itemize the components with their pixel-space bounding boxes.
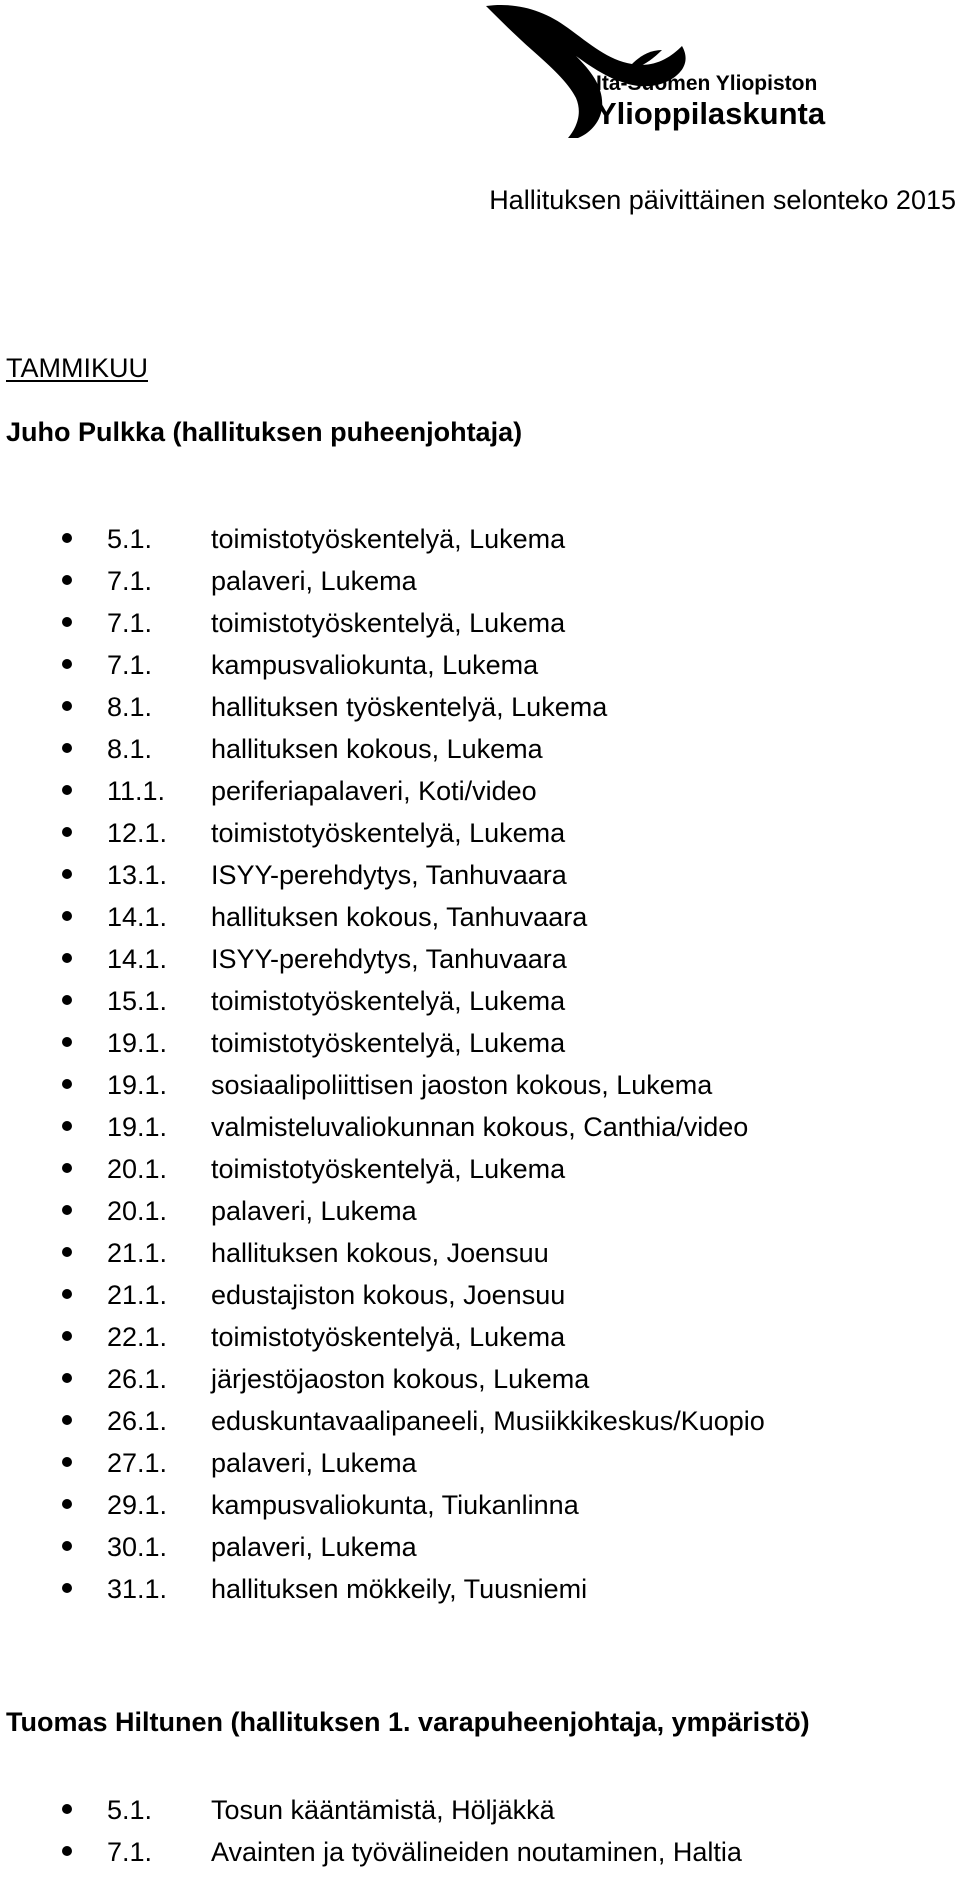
entry-date: 20.1.	[107, 1154, 168, 1184]
entry-description: hallituksen kokous, Lukema	[211, 734, 543, 764]
entry-description: hallituksen mökkeily, Tuusniemi	[211, 1574, 588, 1604]
bullet-icon	[62, 1331, 72, 1341]
entry-description: hallituksen kokous, Joensuu	[211, 1238, 549, 1268]
entry-description: palaveri, Lukema	[211, 1532, 417, 1562]
entry-date: 22.1.	[107, 1322, 168, 1352]
entry-description: toimistotyöskentelyä, Lukema	[211, 524, 566, 554]
bullet-icon	[62, 785, 72, 795]
bullet-icon	[62, 869, 72, 879]
entry-date: 26.1.	[107, 1406, 168, 1436]
entry-date: 7.1.	[107, 608, 153, 638]
bullet-icon	[62, 995, 72, 1005]
entry-date: 5.1.	[107, 1795, 153, 1825]
entry-description: toimistotyöskentelyä, Lukema	[211, 986, 566, 1016]
entry-date: 15.1.	[107, 986, 168, 1016]
bullet-icon	[62, 1205, 72, 1215]
entry-description: hallituksen työskentelyä, Lukema	[211, 692, 608, 722]
entry-date: 5.1.	[107, 524, 153, 554]
bullet-icon	[62, 1079, 72, 1089]
bullet-icon	[62, 1846, 72, 1856]
entry-date: 7.1.	[107, 566, 153, 596]
entry-description: toimistotyöskentelyä, Lukema	[211, 818, 566, 848]
bullet-icon	[62, 575, 72, 585]
bullet-icon	[62, 1289, 72, 1299]
bullet-icon	[62, 953, 72, 963]
entry-date: 11.1.	[107, 776, 166, 806]
entry-description: toimistotyöskentelyä, Lukema	[211, 608, 566, 638]
document-title: Hallituksen päivittäinen selonteko 2015	[489, 185, 956, 215]
entry-description: Tosun kääntämistä, Höljäkkä	[211, 1795, 555, 1825]
entry-date: 30.1.	[107, 1532, 168, 1562]
bullet-icon	[62, 1121, 72, 1131]
entry-description: ISYY-perehdytys, Tanhuvaara	[211, 944, 567, 974]
bullet-icon	[62, 1037, 72, 1047]
entry-description: Avainten ja työvälineiden noutaminen, Haltia	[211, 1837, 742, 1867]
entry-date: 26.1.	[107, 1364, 168, 1394]
entry-description: kampusvaliokunta, Tiukanlinna	[211, 1490, 579, 1520]
entry-date: 21.1.	[107, 1280, 168, 1310]
entry-description: toimistotyöskentelyä, Lukema	[211, 1028, 566, 1058]
entry-date: 19.1.	[107, 1028, 168, 1058]
entry-description: periferiapalaveri, Koti/video	[211, 776, 537, 806]
entry-date: 7.1.	[107, 1837, 153, 1867]
entry-date: 13.1.	[107, 860, 168, 890]
logo-line-1: Itä-Suomen Yliopiston	[596, 72, 818, 95]
entry-date: 8.1.	[107, 734, 153, 764]
entry-description: ISYY-perehdytys, Tanhuvaara	[211, 860, 567, 890]
entry-description: eduskuntavaalipaneeli, Musiikkikeskus/Kuopio	[211, 1406, 765, 1436]
entry-date: 29.1.	[107, 1490, 168, 1520]
entry-date: 12.1.	[107, 818, 168, 848]
entry-description: järjestöjaoston kokous, Lukema	[211, 1364, 590, 1394]
entry-description: valmisteluvaliokunnan kokous, Canthia/video	[211, 1112, 749, 1142]
entry-description: palaveri, Lukema	[211, 566, 417, 596]
entry-date: 14.1.	[107, 902, 168, 932]
entry-description: palaveri, Lukema	[211, 1448, 417, 1478]
entry-description: toimistotyöskentelyä, Lukema	[211, 1154, 566, 1184]
logo-line-2: Ylioppilaskunta	[596, 96, 826, 131]
bullet-icon	[62, 1415, 72, 1425]
month-heading: TAMMIKUU	[6, 353, 148, 383]
section-person-heading: Juho Pulkka (hallituksen puheenjohtaja)	[6, 417, 523, 447]
entry-date: 8.1.	[107, 692, 153, 722]
entry-date: 19.1.	[107, 1070, 168, 1100]
bullet-icon	[62, 1373, 72, 1383]
bullet-icon	[62, 659, 72, 669]
section-person-heading: Tuomas Hiltunen (hallituksen 1. varapuheenjohtaja, ympäristö)	[6, 1707, 810, 1737]
entry-date: 19.1.	[107, 1112, 168, 1142]
bullet-icon	[62, 1163, 72, 1173]
bullet-icon	[62, 743, 72, 753]
bullet-icon	[62, 617, 72, 627]
bullet-icon	[62, 701, 72, 711]
entry-date: 21.1.	[107, 1238, 168, 1268]
entry-date: 7.1.	[107, 650, 153, 680]
bullet-icon	[62, 827, 72, 837]
entry-description: toimistotyöskentelyä, Lukema	[211, 1322, 566, 1352]
bullet-icon	[62, 1247, 72, 1257]
entry-description: kampusvaliokunta, Lukema	[211, 650, 539, 680]
bullet-icon	[62, 1583, 72, 1593]
bullet-icon	[62, 1541, 72, 1551]
bullet-icon	[62, 911, 72, 921]
bullet-icon	[62, 1804, 72, 1814]
entry-date: 20.1.	[107, 1196, 168, 1226]
bullet-icon	[62, 1457, 72, 1467]
entry-date: 14.1.	[107, 944, 168, 974]
union-logo	[486, 0, 878, 138]
bullet-icon	[62, 1499, 72, 1509]
entry-description: edustajiston kokous, Joensuu	[211, 1280, 566, 1310]
entry-description: sosiaalipoliittisen jaoston kokous, Lukema	[211, 1070, 713, 1100]
entry-description: hallituksen kokous, Tanhuvaara	[211, 902, 588, 932]
entry-date: 27.1.	[107, 1448, 168, 1478]
bullet-icon	[62, 533, 72, 543]
entry-description: palaveri, Lukema	[211, 1196, 417, 1226]
entry-date: 31.1.	[107, 1574, 168, 1604]
